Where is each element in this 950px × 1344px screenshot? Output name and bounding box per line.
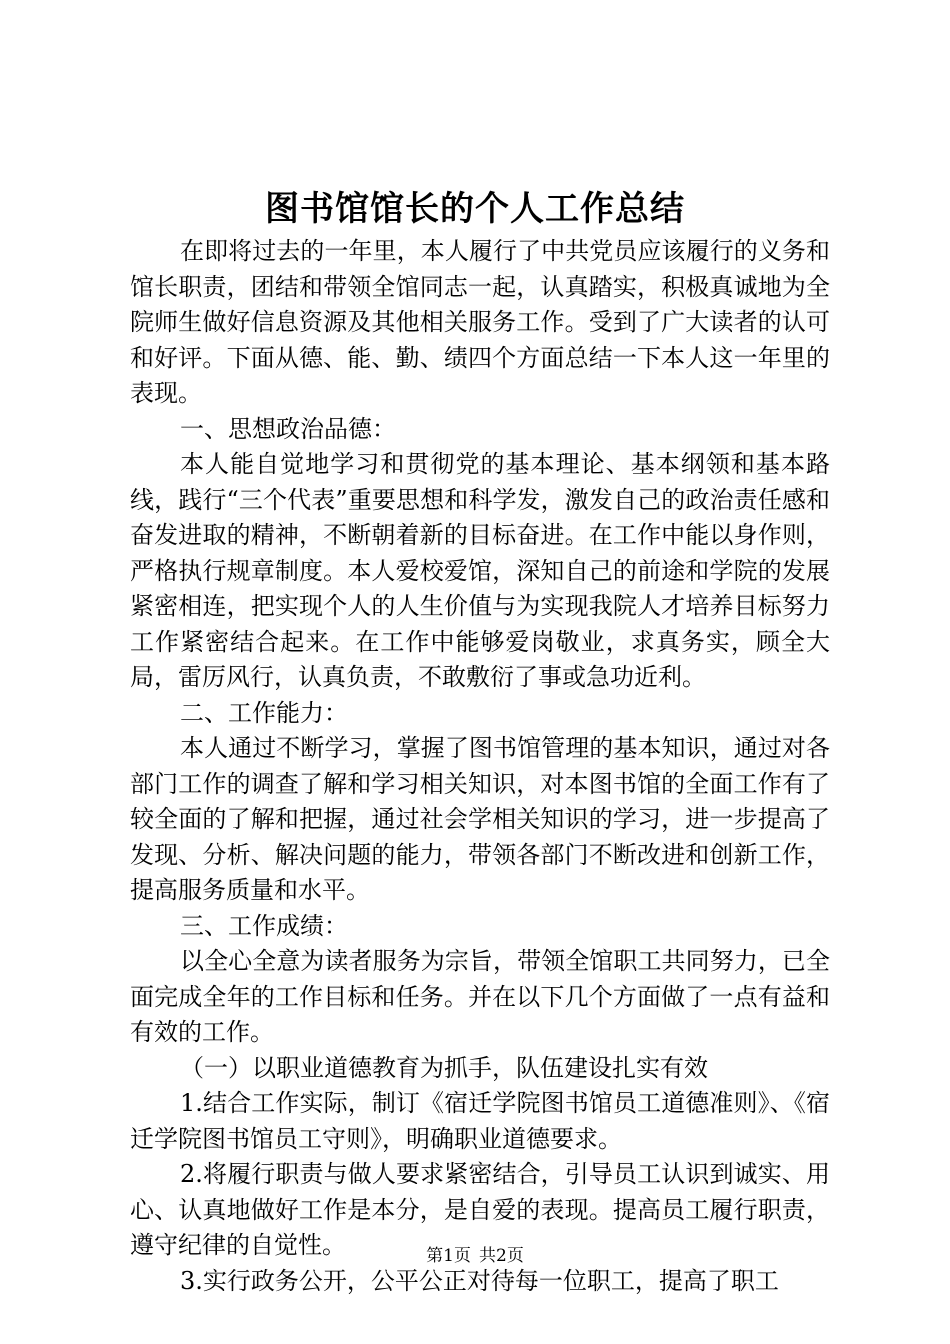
document-body <box>130 234 830 1299</box>
paragraph-intro: 在即将过去的一年里，本人履行了中共党员应该履行的义务和馆长职责，团结和带领全馆同志一起，认真踏实，积极真诚地为全院师生做好信息资源及其他相关服务工作。受到了广大读者的认可和好评。下面从德、能、勤、绩四个方面总结一下本人这一年里的表现。 <box>130 237 830 407</box>
paragraph-work-ability: 本人通过不断学习，掌握了图书馆管理的基本知识，通过对各部门工作的调查了解和学习相关知识，对本图书馆的全面工作有了较全面的了解和把握，通过社会学相关知识的学习，进一步提高了发现、分析、解决问题的能力，带领各部门不断改进和创新工作，提高服务质量和水平。 <box>130 734 830 904</box>
page-footer <box>0 1244 950 1268</box>
document-title: 图书馆馆长的个人工作总结 <box>265 189 685 229</box>
page-number-total: 共2页 <box>479 1246 524 1266</box>
paragraph-political-character: 本人能自觉地学习和贯彻党的基本理论、基本纲领和基本路线，践行“三个代表”重要思想和科学发，激发自己的政治责任感和奋发进取的精神，不断朝着新的目标奋进。在工作中能以身作则，严格执行规章制度。本人爱校爱馆，深知自己的前途和学院的发展紧密相连，把实现个人的人生价值与为实现我院人才培养目标努力工作紧密结合起来。在工作中能够爱岗敬业，求真务实，顾全大局，雷厉风行，认真负责，不敢敷衍了事或急功近利。 <box>130 450 830 691</box>
page-number-current: 第1页 <box>426 1246 471 1266</box>
list-item-1: 1.结合工作实际，制订《宿迁学院图书馆员工道德准则》、《宿迁学院图书馆员工守则》，明确职业道德要求。 <box>130 1089 830 1153</box>
subheading-ethics-education: （一）以职业道德教育为抓手，队伍建设扎实有效 <box>180 1053 708 1082</box>
heading-work-ability: 二、工作能力： <box>180 698 348 727</box>
list-item-2: 2.将履行职责与做人要求紧密结合，引导员工认识到诚实、用心、认真地做好工作是本分，是自爱的表现。提高员工履行职责，遵守纪律的自觉性。 <box>130 1160 830 1259</box>
paragraph-work-achievements: 以全心全意为读者服务为宗旨，带领全馆职工共同努力，已全面完成全年的工作目标和任务。并在以下几个方面做了一点有益和有效的工作。 <box>130 947 830 1046</box>
heading-political-character: 一、思想政治品德： <box>180 414 396 443</box>
heading-work-achievements: 三、工作成绩： <box>180 911 348 940</box>
list-item-3: 3.实行政务公开，公平公正对待每一位职工，提高了职工 <box>180 1266 779 1295</box>
